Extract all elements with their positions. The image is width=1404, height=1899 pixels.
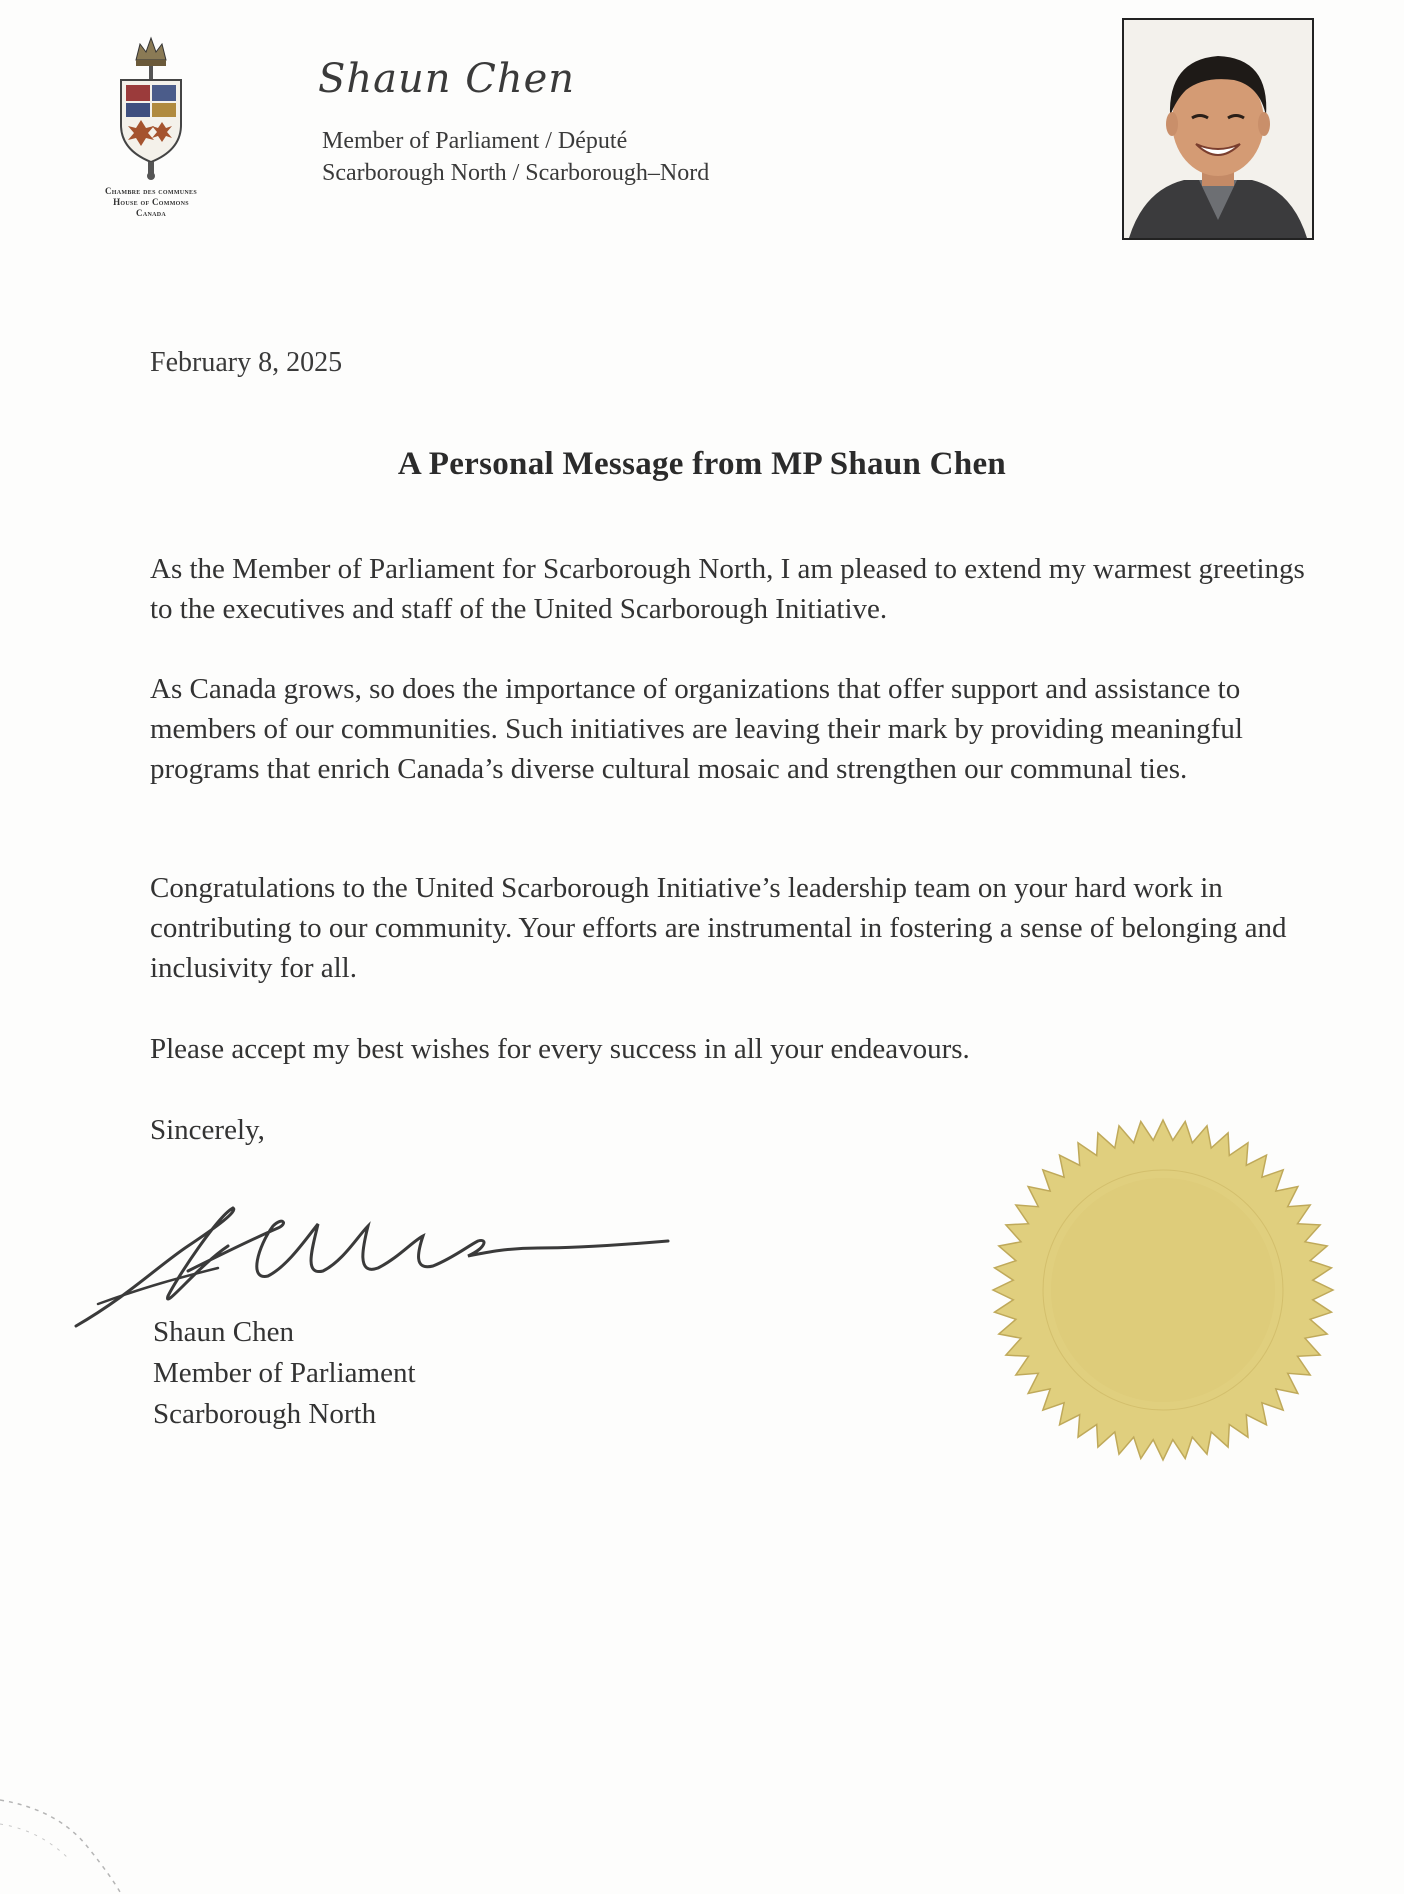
letterhead-riding: Scarborough North / Scarborough–Nord: [322, 160, 710, 186]
signatory-title: Member of Parliament: [153, 1357, 416, 1389]
page-corner-mark: [0, 1780, 140, 1899]
letter-paragraph: As Canada grows, so does the importance of organizations that offer support and assistance to members of our communities. Such initiatives are leaving their mark by providing meaningful programs that enrich Canada’s diverse cultural mosaic and strengthen our communal ties.: [150, 673, 1243, 785]
letterhead-title: Member of Parliament / Député: [322, 128, 628, 154]
letter-date: February 8, 2025: [150, 347, 343, 378]
letter-paragraph: Please accept my best wishes for every success in all your endeavours.: [150, 1033, 970, 1065]
letter-closing: Sincerely,: [150, 1114, 265, 1146]
house-of-commons-crest: [66, 30, 236, 219]
signatory-riding: Scarborough North: [153, 1398, 377, 1430]
letter-paragraph: Congratulations to the United Scarborough Initiative’s leadership team on your hard work in contributing to our community. Your efforts are instrumental in fostering a sense of belonging and inclusivity for all.: [150, 872, 1287, 984]
portrait-icon: [1124, 20, 1312, 238]
seal-icon: [988, 1115, 1338, 1465]
signature-icon: [68, 1186, 688, 1336]
letter-title: A Personal Message from MP Shaun Chen: [397, 446, 1007, 482]
corner-scratch-icon: [0, 1780, 140, 1894]
letterhead-name: Shaun Chen: [318, 56, 576, 102]
letter-paragraph: As the Member of Parliament for Scarborough North, I am pleased to extend my warmest greetings to the executives and staff of the United Scarborough Initiative.: [150, 553, 1305, 625]
gold-foil-seal: [988, 1115, 1338, 1470]
mp-portrait-photo: [1122, 18, 1314, 240]
signatory-name: Shaun Chen: [153, 1316, 294, 1348]
crest-caption-line: Canada: [136, 208, 166, 218]
crest-caption-line: House of Commons: [113, 197, 189, 207]
crest-caption-line: Chambre des communes: [104, 186, 197, 196]
crest-icon: [106, 30, 196, 180]
